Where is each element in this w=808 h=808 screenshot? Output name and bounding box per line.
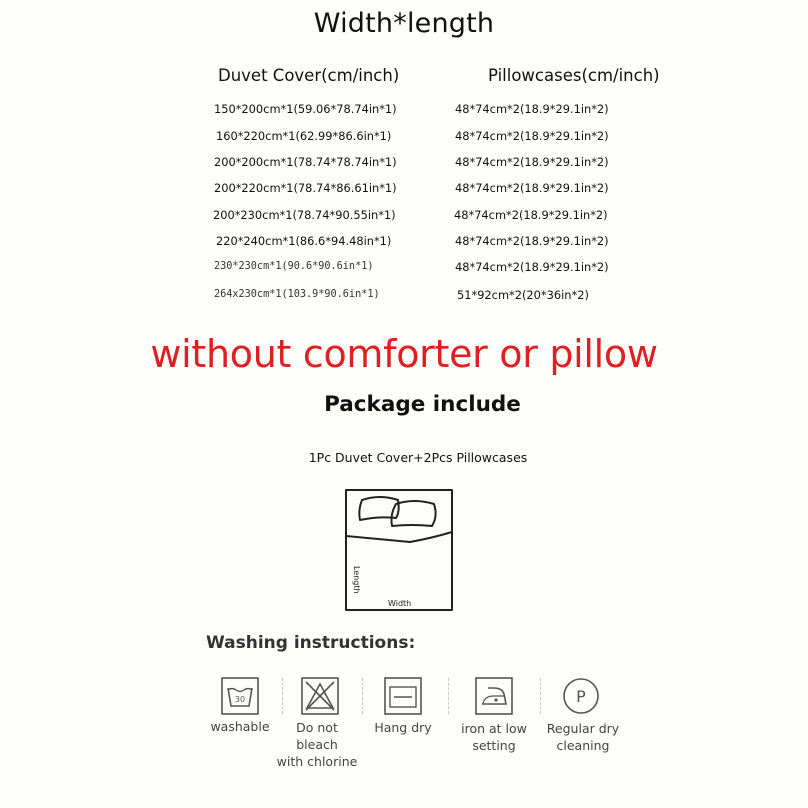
pillow-size-4: 48*74cm*2(18.9*29.1in*2) xyxy=(455,181,609,195)
duvet-size-7: 230*230cm*1(90.6*90.6in*1) xyxy=(214,261,374,272)
care-label-washable: washable xyxy=(210,719,270,734)
care-label-no-bleach: Do not bleach with chlorine xyxy=(276,720,358,769)
duvet-size-1: 150*200cm*1(59.06*78.74in*1) xyxy=(214,102,397,116)
duvet-size-8: 264x230cm*1(103.9*90.6in*1) xyxy=(214,289,380,300)
duvet-size-3: 200*200cm*1(78.74*78.74in*1) xyxy=(214,155,397,169)
care-label-hang-dry: Hang dry xyxy=(374,720,432,735)
separator xyxy=(540,678,542,714)
diagram-width-label: Width xyxy=(388,599,412,608)
no-bleach-icon xyxy=(300,676,340,716)
duvet-cover-header: Duvet Cover(cm/inch) xyxy=(218,66,400,85)
washing-instructions-header: Washing instructions: xyxy=(206,633,416,653)
pillow-size-2: 48*74cm*2(18.9*29.1in*2) xyxy=(455,129,609,143)
pillowcases-header: Pillowcases(cm/inch) xyxy=(488,66,660,85)
dry-clean-icon xyxy=(561,676,601,716)
pillow-size-3: 48*74cm*2(18.9*29.1in*2) xyxy=(455,155,609,169)
care-label-dry-clean: Regular dry cleaning xyxy=(546,721,620,753)
separator xyxy=(448,678,450,714)
pillow-size-7: 48*74cm*2(18.9*29.1in*2) xyxy=(455,260,609,274)
pillow-size-5: 48*74cm*2(18.9*29.1in*2) xyxy=(454,208,608,222)
pillow-size-6: 48*74cm*2(18.9*29.1in*2) xyxy=(455,234,609,248)
pillow-size-8: 51*92cm*2(20*36in*2) xyxy=(457,288,589,302)
pillow-size-1: 48*74cm*2(18.9*29.1in*2) xyxy=(455,102,609,116)
duvet-size-4: 200*220cm*1(78.74*86.61in*1) xyxy=(214,181,397,195)
duvet-size-5: 200*230cm*1(78.74*90.55in*1) xyxy=(213,208,396,222)
bed-diagram xyxy=(340,486,460,616)
dry-clean-letter: P xyxy=(576,687,586,706)
wash-30-icon xyxy=(220,676,260,716)
care-label-iron: iron at low setting xyxy=(461,721,527,753)
separator xyxy=(362,678,364,714)
page-title: Width*length xyxy=(313,8,495,39)
separator xyxy=(282,678,284,714)
diagram-length-label: Length xyxy=(352,566,361,594)
package-header: Package include xyxy=(324,392,521,417)
duvet-fold-line xyxy=(346,532,452,542)
duvet-size-6: 220*240cm*1(86.6*94.48in*1) xyxy=(216,234,392,248)
wash-temp-label: 30 xyxy=(234,695,246,704)
hang-dry-icon xyxy=(383,676,423,716)
package-contents: 1Pc Duvet Cover+2Pcs Pillowcases xyxy=(308,450,528,465)
exclusion-note: without comforter or pillow xyxy=(150,332,658,376)
duvet-size-2: 160*220cm*1(62.99*86.6in*1) xyxy=(216,129,392,143)
iron-low-icon xyxy=(474,676,514,716)
